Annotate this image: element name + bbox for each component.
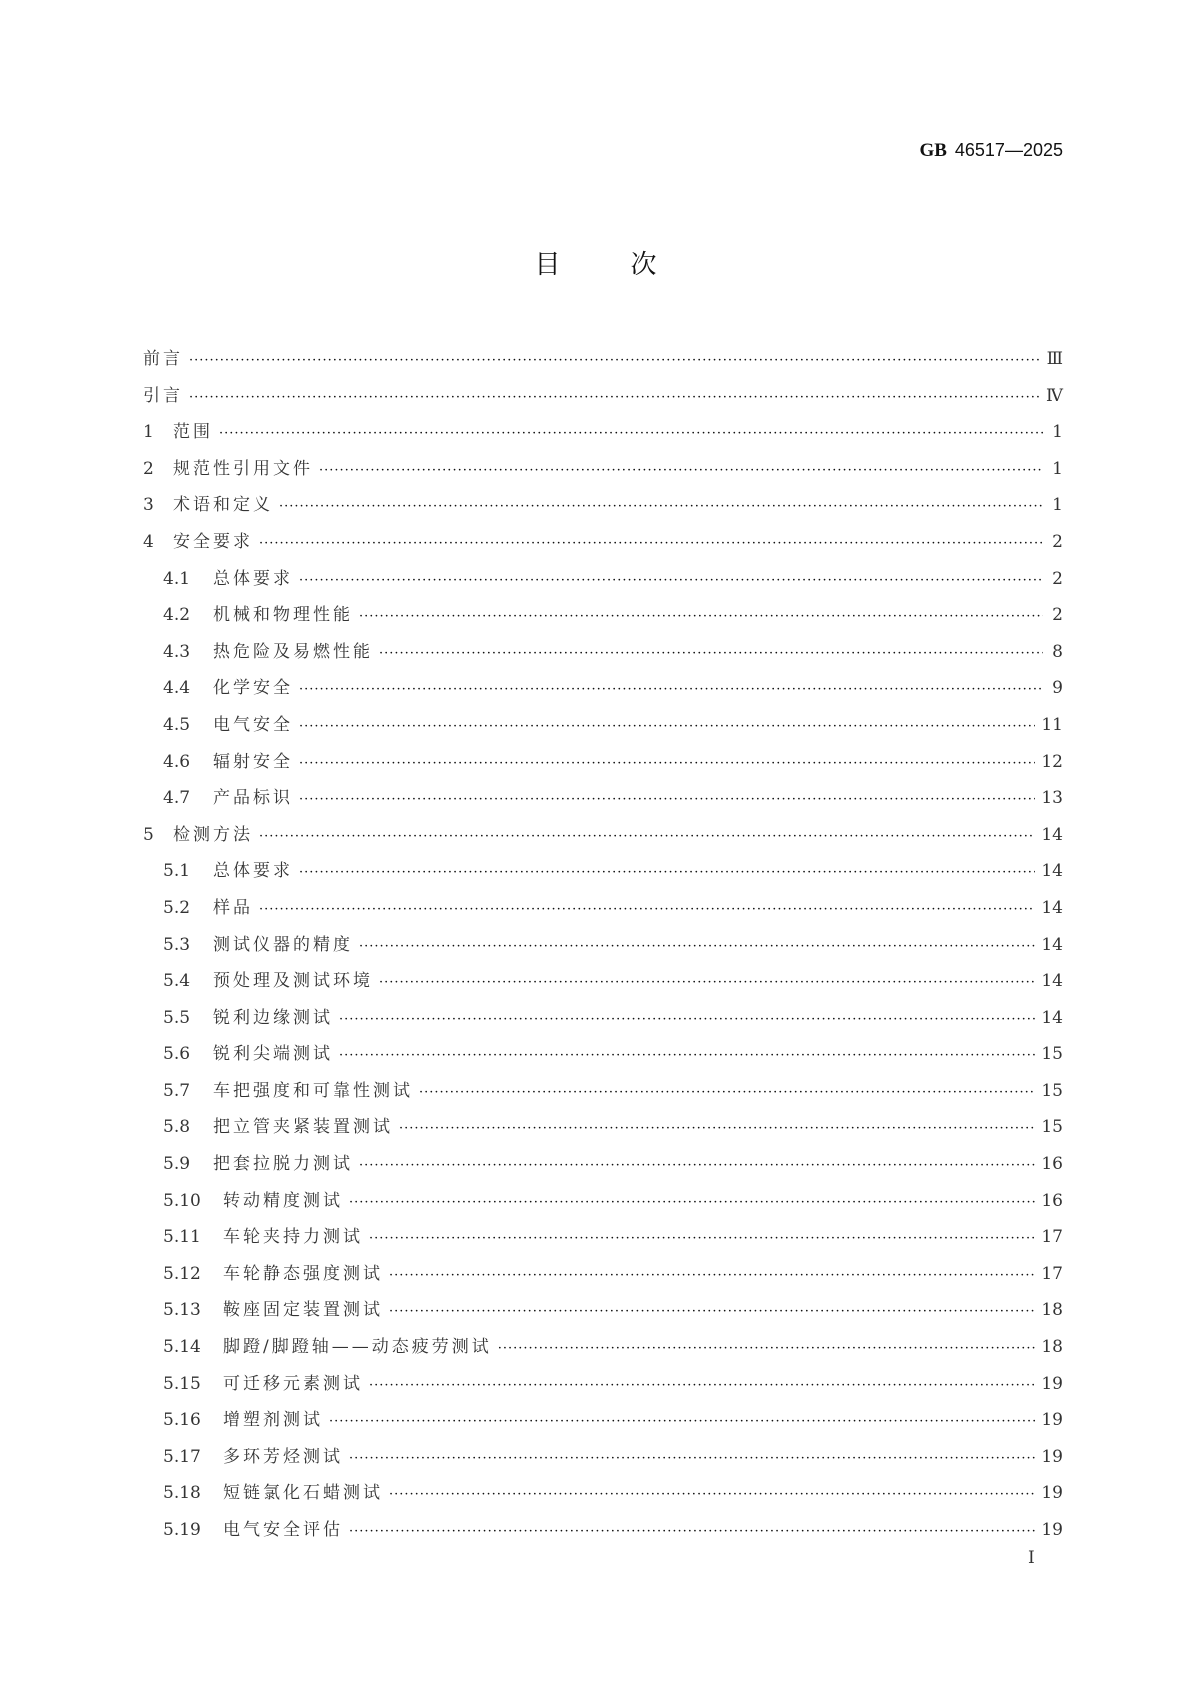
toc-entry-label: 鞍座固定装置测试 — [223, 1300, 383, 1321]
dot-leader — [339, 1038, 1035, 1075]
toc-entry-page: 11 — [1041, 714, 1063, 735]
dot-leader — [359, 1148, 1035, 1185]
standard-number: 46517—2025 — [954, 140, 1063, 160]
toc-entry-number: 5.17 — [163, 1446, 201, 1467]
toc-entry-label: 锐利边缘测试 — [213, 1007, 333, 1028]
dot-leader — [349, 1185, 1035, 1222]
toc-entry[interactable] — [143, 1219, 1063, 1256]
toc-entry-label: 把套拉脱力测试 — [213, 1154, 353, 1175]
toc-entry-page: 15 — [1041, 1080, 1063, 1101]
toc-entry-label: 化学安全 — [213, 678, 293, 699]
dot-leader — [369, 1221, 1035, 1258]
dot-leader — [349, 1514, 1035, 1551]
toc-entry[interactable] — [143, 1329, 1063, 1366]
toc-entry-number: 4.1 — [163, 568, 191, 589]
toc-entry-number: 5.16 — [163, 1410, 201, 1431]
toc-entry-label: 检测方法 — [173, 824, 253, 845]
toc-entry-label: 预处理及测试环境 — [213, 971, 373, 992]
toc-entry-label: 术语和定义 — [173, 495, 273, 516]
dot-leader — [259, 892, 1035, 929]
toc-entry-label: 机械和物理性能 — [213, 605, 353, 626]
toc-entry-label: 增塑剂测试 — [223, 1410, 323, 1431]
dot-leader — [259, 526, 1043, 563]
table-of-contents — [143, 341, 1063, 1549]
toc-entry[interactable] — [143, 1402, 1063, 1439]
dot-leader — [299, 855, 1035, 892]
dot-leader — [189, 343, 1041, 380]
toc-entry-number: 4.5 — [163, 714, 191, 735]
toc-entry-page: 18 — [1041, 1337, 1063, 1358]
toc-entry-page: 13 — [1041, 788, 1063, 809]
dot-leader — [339, 1002, 1035, 1039]
toc-entry[interactable] — [143, 1109, 1063, 1146]
toc-entry[interactable] — [143, 1512, 1063, 1549]
standard-prefix: GB — [919, 140, 947, 161]
toc-entry-page: 15 — [1041, 1117, 1063, 1138]
dot-leader — [299, 563, 1043, 600]
toc-entry[interactable] — [143, 634, 1063, 671]
toc-entry-page: Ⅲ — [1046, 349, 1063, 369]
toc-entry[interactable] — [143, 1146, 1063, 1183]
toc-entry-number: 2 — [143, 458, 154, 479]
toc-entry-label: 车轮夹持力测试 — [223, 1227, 363, 1248]
toc-entry[interactable] — [143, 487, 1063, 524]
toc-entry-number: 5.8 — [163, 1117, 191, 1138]
toc-entry[interactable] — [143, 744, 1063, 781]
standard-code — [919, 140, 1063, 162]
toc-entry-number: 5.7 — [163, 1080, 191, 1101]
toc-entry-number: 4.3 — [163, 641, 191, 662]
dot-leader — [299, 746, 1035, 783]
toc-entry-number: 5.4 — [163, 971, 191, 992]
toc-entry-number: 5.12 — [163, 1263, 201, 1284]
toc-entry-label: 电气安全 — [213, 714, 293, 735]
toc-entry-number: 4.6 — [163, 751, 191, 772]
toc-entry-page: 19 — [1041, 1410, 1063, 1431]
dot-leader — [498, 1331, 1036, 1368]
toc-entry-label: 电气安全评估 — [223, 1520, 343, 1540]
toc-entry-number: 5.14 — [163, 1337, 201, 1358]
toc-entry-number: 5.6 — [163, 1044, 191, 1065]
dot-leader — [299, 782, 1035, 819]
toc-entry-page: 1 — [1052, 458, 1063, 479]
toc-entry-number: 3 — [143, 495, 154, 516]
toc-entry-number: 4.4 — [163, 678, 191, 699]
toc-entry-label: 可迁移元素测试 — [223, 1373, 363, 1394]
toc-entry-number: 5.9 — [163, 1154, 191, 1175]
toc-entry-page: Ⅳ — [1046, 385, 1063, 406]
toc-entry-page: 14 — [1041, 824, 1063, 845]
toc-entry-number: 5.19 — [163, 1520, 201, 1540]
toc-entry-page: 9 — [1052, 678, 1063, 699]
toc-entry-page: 2 — [1052, 531, 1063, 552]
toc-entry-page: 1 — [1052, 495, 1063, 516]
dot-leader — [359, 599, 1043, 636]
toc-entry-number: 5.5 — [163, 1007, 191, 1028]
toc-entry-number: 5 — [143, 824, 154, 845]
dot-leader — [219, 416, 1043, 453]
dot-leader — [329, 1404, 1035, 1441]
toc-entry[interactable] — [143, 378, 1063, 415]
dot-leader — [299, 709, 1035, 746]
toc-entry-number: 5.18 — [163, 1483, 201, 1504]
toc-entry[interactable] — [143, 707, 1063, 744]
toc-entry[interactable] — [143, 1439, 1063, 1476]
toc-entry-page: 2 — [1052, 568, 1063, 589]
toc-entry-page: 16 — [1041, 1154, 1063, 1175]
toc-entry[interactable] — [143, 1000, 1063, 1037]
dot-leader — [349, 1441, 1035, 1478]
toc-entry[interactable] — [143, 1073, 1063, 1110]
toc-entry-label: 把立管夹紧装置测试 — [213, 1117, 393, 1138]
toc-entry[interactable] — [143, 927, 1063, 964]
toc-entry-page: 14 — [1041, 861, 1063, 882]
dot-leader — [399, 1111, 1035, 1148]
toc-entry-number: 4 — [143, 531, 154, 552]
toc-entry-label: 前言 — [143, 349, 183, 369]
toc-entry-label: 脚蹬/脚蹬轴——动态疲劳测试 — [223, 1337, 492, 1358]
toc-entry-label: 辐射安全 — [213, 751, 293, 772]
dot-leader — [389, 1477, 1035, 1514]
toc-entry[interactable] — [143, 1366, 1063, 1403]
toc-entry-page: 19 — [1041, 1483, 1063, 1504]
toc-entry[interactable] — [143, 1183, 1063, 1220]
toc-entry-label: 多环芳烃测试 — [223, 1446, 343, 1467]
toc-entry[interactable] — [143, 853, 1063, 890]
toc-entry-page: 19 — [1041, 1446, 1063, 1467]
toc-entry-page: 17 — [1041, 1263, 1063, 1284]
toc-entry-number: 4.2 — [163, 605, 191, 626]
toc-entry-label: 样品 — [213, 897, 253, 918]
toc-entry[interactable] — [143, 890, 1063, 927]
toc-entry[interactable] — [143, 1292, 1063, 1329]
dot-leader — [299, 672, 1043, 709]
dot-leader — [389, 1294, 1035, 1331]
toc-entry[interactable] — [143, 1036, 1063, 1073]
toc-entry[interactable] — [143, 1256, 1063, 1293]
title-char-1: 目 — [534, 250, 561, 280]
toc-entry-label: 短链氯化石蜡测试 — [223, 1483, 383, 1504]
toc-entry-label: 引言 — [143, 385, 183, 406]
toc-entry-number: 1 — [143, 422, 154, 443]
toc-entry-number: 5.3 — [163, 934, 191, 955]
toc-entry-label: 范围 — [173, 422, 213, 443]
toc-entry-page: 14 — [1041, 1007, 1063, 1028]
toc-entry-page: 17 — [1041, 1227, 1063, 1248]
toc-entry-number: 5.1 — [163, 861, 191, 882]
toc-entry-label: 总体要求 — [213, 861, 293, 882]
toc-entry-page: 12 — [1041, 751, 1063, 772]
title-char-2: 次 — [630, 250, 657, 280]
toc-entry-label: 车轮静态强度测试 — [223, 1263, 383, 1284]
toc-entry-label: 车把强度和可靠性测试 — [213, 1080, 413, 1101]
dot-leader — [379, 636, 1043, 673]
toc-entry[interactable] — [143, 1475, 1063, 1512]
toc-entry-page: 14 — [1041, 934, 1063, 955]
toc-entry-page: 8 — [1052, 641, 1063, 662]
toc-entry-number: 5.11 — [163, 1227, 201, 1248]
toc-entry-page: 19 — [1041, 1373, 1063, 1394]
toc-entry-number: 5.13 — [163, 1300, 201, 1321]
toc-entry[interactable] — [143, 963, 1063, 1000]
toc-entry-page: 1 — [1052, 422, 1063, 443]
toc-entry-label: 测试仪器的精度 — [213, 934, 353, 955]
dot-leader — [389, 1258, 1035, 1295]
dot-leader — [259, 819, 1035, 856]
dot-leader — [379, 965, 1035, 1002]
dot-leader — [359, 929, 1035, 966]
toc-entry-page: 2 — [1052, 605, 1063, 626]
toc-entry-page: 19 — [1041, 1520, 1063, 1540]
toc-entry[interactable] — [143, 817, 1063, 854]
toc-entry-label: 总体要求 — [213, 568, 293, 589]
page-title — [0, 244, 1191, 281]
dot-leader — [369, 1368, 1035, 1405]
toc-entry-label: 锐利尖端测试 — [213, 1044, 333, 1065]
toc-entry[interactable] — [143, 341, 1063, 378]
toc-entry-number: 5.2 — [163, 897, 191, 918]
toc-entry[interactable] — [143, 561, 1063, 598]
toc-entry-label: 安全要求 — [173, 531, 253, 552]
toc-entry[interactable] — [143, 670, 1063, 707]
toc-entry-label: 热危险及易燃性能 — [213, 641, 373, 662]
toc-entry-page: 14 — [1041, 971, 1063, 992]
toc-entry-page: 18 — [1041, 1300, 1063, 1321]
dot-leader — [279, 489, 1043, 526]
toc-entry[interactable] — [143, 451, 1063, 488]
footer-page-number: I — [1028, 1548, 1035, 1568]
toc-entry-number: 4.7 — [163, 788, 191, 809]
toc-entry-label: 产品标识 — [213, 788, 293, 809]
toc-entry-number: 5.10 — [163, 1190, 201, 1211]
toc-entry[interactable] — [143, 597, 1063, 634]
toc-entry-label: 转动精度测试 — [223, 1190, 343, 1211]
toc-entry[interactable] — [143, 780, 1063, 817]
toc-entry-page: 14 — [1041, 897, 1063, 918]
toc-entry-page: 16 — [1041, 1190, 1063, 1211]
toc-entry-page: 15 — [1041, 1044, 1063, 1065]
toc-entry-number: 5.15 — [163, 1373, 201, 1394]
dot-leader — [189, 380, 1040, 417]
dot-leader — [419, 1075, 1035, 1112]
toc-entry[interactable] — [143, 524, 1063, 561]
toc-entry[interactable] — [143, 414, 1063, 451]
toc-entry-label: 规范性引用文件 — [173, 458, 313, 479]
dot-leader — [319, 453, 1043, 490]
